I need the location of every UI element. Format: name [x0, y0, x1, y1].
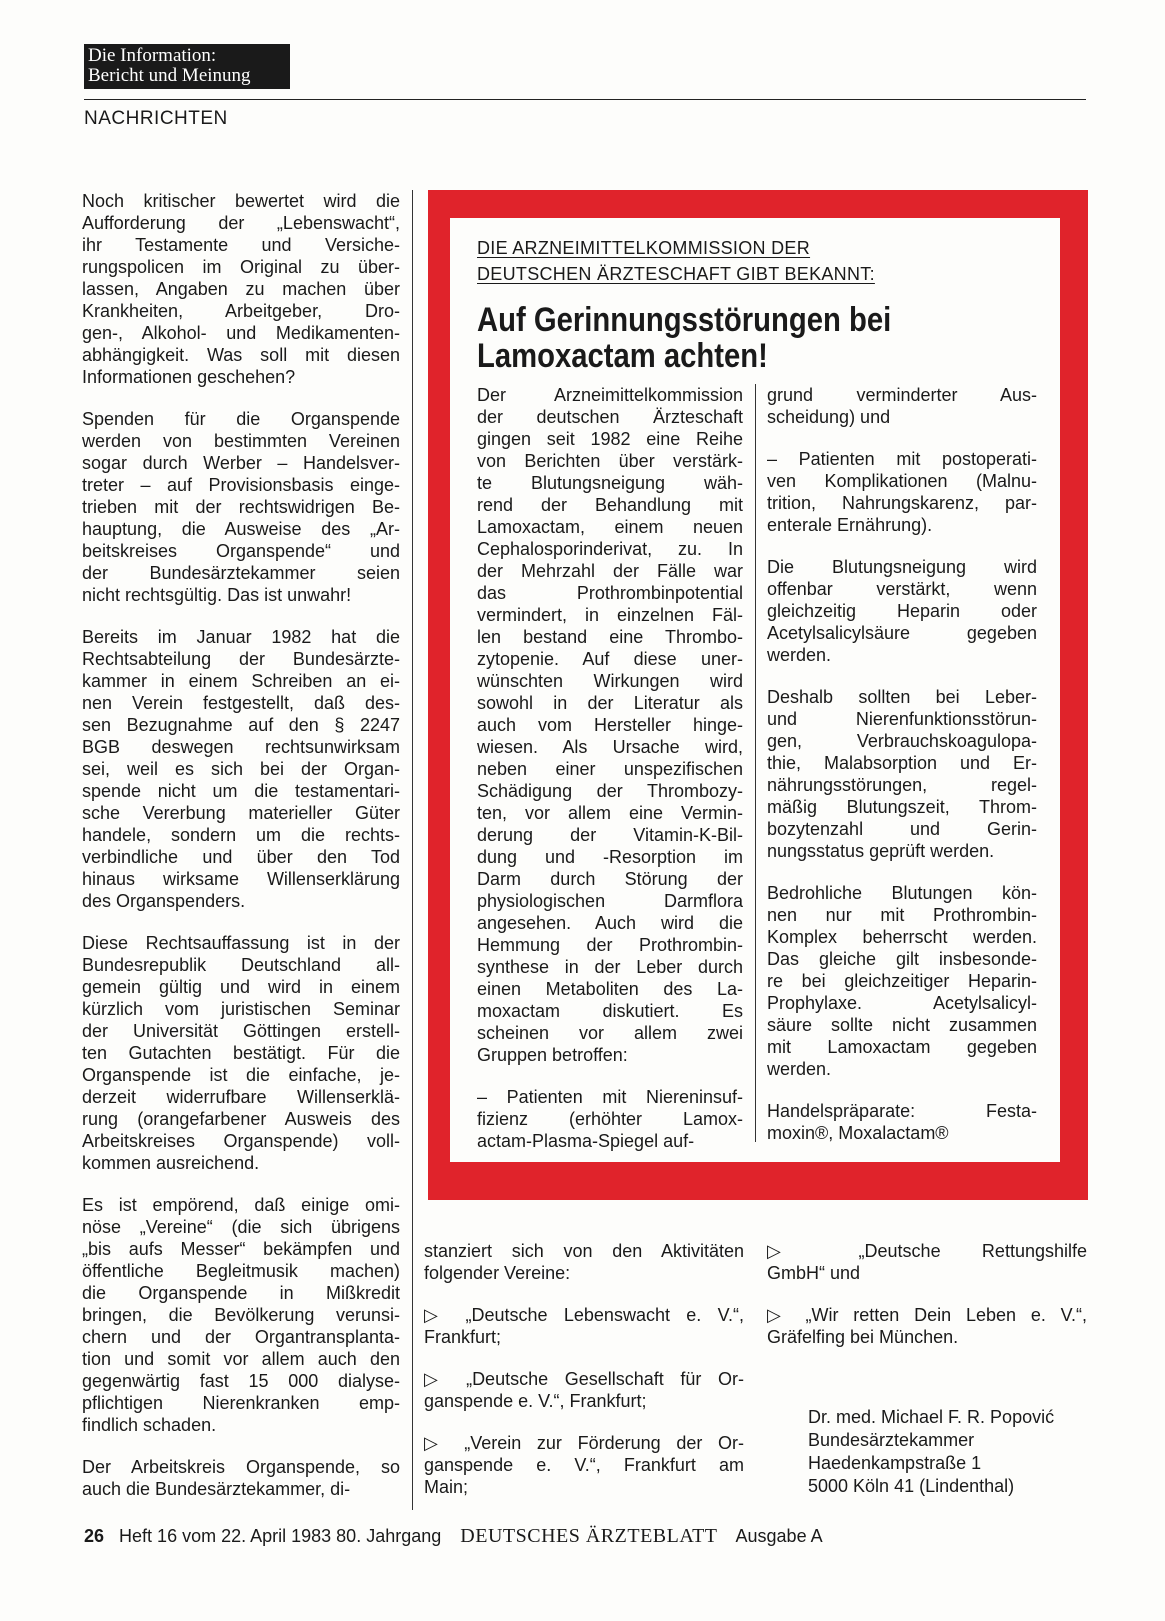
paragraph [477, 384, 743, 1066]
text-line: sche Vererbung materieller Güter [82, 803, 400, 823]
issue-info: Heft 16 vom 22. April 1983 80. Jahrgang [119, 1526, 442, 1546]
text-line: len bestand eine Thrombo- [477, 627, 743, 647]
text-line: offenbar verstärkt, wenn [767, 579, 1037, 599]
page-number: 26 [84, 1526, 105, 1546]
text-line: auch die Bundesärztekammer, di- [82, 1479, 351, 1499]
notice-headline-line1: Auf Gerinnungsstörungen bei [477, 301, 892, 339]
text-line: abhängigkeit. Was soll mit diesen [82, 345, 400, 365]
text-line: ganspende e. V.“, Frankfurt; [424, 1391, 647, 1411]
text-line: wünschten Wirkungen wird [477, 671, 743, 691]
text-line: ten, vor allem eine Vermin- [477, 803, 743, 823]
text-line: ▷ „Verein zur Förderung der Or- [424, 1433, 744, 1453]
text-line: Bundesrepublik Deutschland all- [82, 955, 400, 975]
text-line: hinaus wirksame Willenserklärung [82, 869, 400, 889]
paragraph [767, 384, 1037, 428]
text-line: – Patienten mit Niereninsuf- [477, 1087, 743, 1107]
text-line: Prophylaxe. Acetylsalicyl- [767, 993, 1037, 1013]
text-line: der deutschen Ärzteschaft [477, 407, 743, 427]
text-line: bringen, die Bevölkerung verunsi- [82, 1305, 400, 1325]
text-line: kürzlich vom juristischen Seminar [82, 999, 400, 1019]
text-line: auch vom Hersteller hinge- [477, 715, 743, 735]
notice-kicker-line1: DIE ARZNEIMITTELKOMMISSION DER [477, 238, 811, 258]
bottom-column-1 [424, 1240, 744, 1518]
text-line: einen Metaboliten des La- [477, 979, 743, 999]
text-line: bozytenzahl und Gerin- [767, 819, 1037, 839]
text-line: Handelspräparate: Festa- [767, 1101, 1037, 1121]
notice-kicker-line2: DEUTSCHEN ÄRZTESCHAFT GIBT BEKANNT: [477, 264, 875, 284]
text-line: verbindliche und über den Tod [82, 847, 400, 867]
notice-kicker [477, 235, 875, 287]
text-line: fizienz (erhöhter Lamox- [477, 1109, 743, 1129]
paragraph [767, 556, 1037, 666]
text-line: derzeit widerrufbare Willenserklä- [82, 1087, 400, 1107]
text-line: gleichzeitig Heparin oder [767, 601, 1037, 621]
text-line: Deshalb sollten bei Leber- [767, 687, 1037, 707]
paragraph [424, 1368, 744, 1412]
paragraph [82, 626, 400, 912]
text-line: scheinen vor allem zwei [477, 1023, 743, 1043]
text-line: Organspende ist die einfache, je- [82, 1065, 400, 1085]
text-line: Der Arzneimittelkommission [477, 385, 743, 405]
text-line: mäßig Blutungszeit, Throm- [767, 797, 1037, 817]
text-line: sogar durch Werber – Handelsver- [82, 453, 400, 473]
left-column [82, 190, 400, 1520]
paragraph [82, 408, 400, 606]
text-line: sen Bezugnahme auf den § 2247 [82, 715, 400, 735]
text-line: ▷ „Deutsche Gesellschaft für Or- [424, 1369, 744, 1389]
text-line: Informationen geschehen? [82, 367, 296, 387]
text-line: tion und somit vor allem auch den [82, 1349, 400, 1369]
signature-street: Haedenkampstraße 1 [808, 1453, 982, 1473]
text-line: zytopenie. Auf diese uner- [477, 649, 743, 669]
text-line: ganspende e. V.“, Frankfurt am [424, 1455, 744, 1475]
text-line: pflichtigen Nierenkranken emp- [82, 1393, 400, 1413]
text-line: Main; [424, 1477, 469, 1497]
text-line: gegenwärtig fast 15 000 dialyse- [82, 1371, 400, 1391]
text-line: ▷ „Wir retten Dein Leben e. V.“, [767, 1305, 1087, 1325]
header-label-line2: Bericht und Meinung [88, 65, 251, 86]
text-line: und Nierenfunktionsstörun- [767, 709, 1037, 729]
header-rule [84, 99, 1086, 100]
column-divider [412, 190, 413, 1510]
paragraph [767, 1240, 1087, 1284]
text-line: trition, Nahrungskarenz, par- [767, 493, 1037, 513]
text-line: GmbH“ und [767, 1263, 861, 1283]
text-line: werden von bestimmten Vereinen [82, 431, 400, 451]
paragraph [767, 448, 1037, 536]
text-line: gemein gültig und wird in einem [82, 977, 400, 997]
notice-headline [477, 302, 959, 374]
text-line: treter – auf Provisionsbasis einge- [82, 475, 400, 495]
text-line: stanziert sich von den Aktivitäten [424, 1241, 744, 1261]
text-line: Schädigung der Thrombozy- [477, 781, 743, 801]
text-line: hauptung, die Ausweise des „Ar- [82, 519, 400, 539]
text-line: – Patienten mit postoperati- [767, 449, 1037, 469]
text-line: spende nicht um die testamentari- [82, 781, 400, 801]
text-line: des Organspenders. [82, 891, 246, 911]
header-label-box [84, 44, 290, 89]
text-line: Aufforderung der „Lebenswacht“, [82, 213, 400, 233]
text-line: dung und -Resorption im [477, 847, 743, 867]
signature-city: 5000 Köln 41 (Lindenthal) [808, 1476, 1015, 1496]
text-line: rungspolicen im Original zu über- [82, 257, 400, 277]
text-line: Das gleiche gilt insbesonde- [767, 949, 1037, 969]
text-line: moxactam diskutiert. Es [477, 1001, 743, 1021]
text-line: „bis aufs Messer“ bekämpfen und [82, 1239, 400, 1259]
text-line: beitskreises Organspende“ und [82, 541, 400, 561]
text-line: ihr Testamente und Versiche- [82, 235, 400, 255]
text-line: thie, Malabsorption und Er- [767, 753, 1037, 773]
paragraph [82, 1456, 400, 1500]
text-line: scheidung) und [767, 407, 891, 427]
text-line: gen-, Alkohol- und Medikamenten- [82, 323, 400, 343]
text-line: nicht rechtsgültig. Das ist unwahr! [82, 585, 352, 605]
text-line: kammer in einem Schreiben an ei- [82, 671, 400, 691]
text-line: ▷ „Deutsche Lebenswacht e. V.“, [424, 1305, 744, 1325]
text-line: derung der Vitamin-K-Bil- [477, 825, 743, 845]
text-line: Hemmung der Prothrombin- [477, 935, 743, 955]
text-line: Der Arbeitskreis Organspende, so [82, 1457, 400, 1477]
paragraph [767, 686, 1037, 862]
text-line: nen nur mit Prothrombin- [767, 905, 1037, 925]
text-line: trieben mit der rechtswidrigen Be- [82, 497, 400, 517]
text-line: das Prothrombinpotential [477, 583, 743, 603]
edition: Ausgabe A [735, 1526, 823, 1546]
text-line: Krankheiten, Arbeitgeber, Dro- [82, 301, 400, 321]
paragraph [424, 1240, 744, 1284]
paragraph [477, 1086, 743, 1152]
text-line: enterale Ernährung). [767, 515, 933, 535]
text-line: Es ist empörend, daß einige omi- [82, 1195, 400, 1215]
text-line: nährungsstörungen, regel- [767, 775, 1037, 795]
paragraph [82, 1194, 400, 1436]
text-line: moxin®, Moxalactam® [767, 1123, 949, 1143]
text-line: der Bundesärztekammer seien [82, 563, 400, 583]
text-line: mit Lamoxactam gegeben [767, 1037, 1037, 1057]
notice-headline-line2: Lamoxactam achten! [477, 337, 768, 375]
text-line: neben einer unspezifischen [477, 759, 743, 779]
text-line: lassen, Angaben zu machen über [82, 279, 400, 299]
text-line: Rechtsabteilung der Bundesärzte- [82, 649, 400, 669]
text-line: chern und der Organtransplanta- [82, 1327, 400, 1347]
text-line: synthese in der Leber durch [477, 957, 743, 977]
text-line: werden. [767, 1059, 832, 1079]
text-line: Frankfurt; [424, 1327, 502, 1347]
text-line: ven Komplikationen (Malnu- [767, 471, 1037, 491]
bottom-column-2 [767, 1240, 1087, 1368]
text-line: säure sollte nicht zusammen [767, 1015, 1037, 1035]
text-line: Darm durch Störung der [477, 869, 743, 889]
text-line: Noch kritischer bewertet wird die [82, 191, 400, 211]
text-line: grund verminderter Aus- [767, 385, 1037, 405]
text-line: der Mehrzahl der Fälle war [477, 561, 743, 581]
paragraph [82, 932, 400, 1174]
text-line: ten Gutachten bestätigt. Für die [82, 1043, 400, 1063]
text-line: die Organspende in Mißkredit [82, 1283, 400, 1303]
text-line: Bedrohliche Blutungen kön- [767, 883, 1037, 903]
paragraph [82, 190, 400, 388]
paragraph [767, 1100, 1037, 1144]
text-line: von Berichten über verstärk- [477, 451, 743, 471]
text-line: nen Verein festgestellt, daß des- [82, 693, 400, 713]
text-line: der Universität Göttingen erstell- [82, 1021, 400, 1041]
text-line: Komplex beherrscht werden. [767, 927, 1037, 947]
notice-column-1 [477, 384, 743, 1172]
text-line: Diese Rechtsauffassung ist in der [82, 933, 400, 953]
text-line: findlich schaden. [82, 1415, 217, 1435]
section-title: NACHRICHTEN [84, 108, 228, 129]
paragraph [767, 882, 1037, 1080]
text-line: BGB deswegen rechtsunwirksam [82, 737, 400, 757]
text-line: sowohl in der Literatur als [477, 693, 743, 713]
signature-block [808, 1406, 1054, 1498]
text-line: ▷ „Deutsche Rettungshilfe [767, 1241, 1087, 1261]
text-line: te Blutungsneigung wäh- [477, 473, 743, 493]
text-line: re bei gleichzeitiger Heparin- [767, 971, 1037, 991]
text-line: werden. [767, 645, 832, 665]
text-line: folgender Vereine: [424, 1263, 571, 1283]
text-line: physiologischen Darmflora [477, 891, 743, 911]
header-label-line1: Die Information: [88, 45, 217, 66]
text-line: rung (orangefarbener Ausweis des [82, 1109, 400, 1129]
text-line: vermindert, in einzelnen Fäl- [477, 605, 743, 625]
text-line: angesehen. Auch wird die [477, 913, 743, 933]
text-line: Spenden für die Organspende [82, 409, 400, 429]
text-line: Gräfelfing bei München. [767, 1327, 959, 1347]
text-line: gen, Verbrauchskoagulopa- [767, 731, 1037, 751]
notice-column-divider [755, 384, 756, 1142]
text-line: Bereits im Januar 1982 hat die [82, 627, 400, 647]
paragraph [424, 1304, 744, 1348]
text-line: rend der Behandlung mit [477, 495, 743, 515]
text-line: sei, weil es sich bei der Organ- [82, 759, 400, 779]
text-line: nöse „Vereine“ (die sich übrigens [82, 1217, 400, 1237]
text-line: wiesen. Als Ursache wird, [477, 737, 743, 757]
text-line: öffentliche Begleitmusik machen) [82, 1261, 400, 1281]
text-line: nungsstatus geprüft werden. [767, 841, 995, 861]
text-line: Acetylsalicylsäure gegeben [767, 623, 1037, 643]
text-line: Lamoxactam, einem neuen [477, 517, 743, 537]
signature-org: Bundesärztekammer [808, 1430, 975, 1450]
signature-name: Dr. med. Michael F. R. Popović [808, 1407, 1055, 1427]
text-line: gingen seit 1982 eine Reihe [477, 429, 743, 449]
text-line: handele, sondern um die rechts- [82, 825, 400, 845]
text-line: Arbeitskreises Organspende) voll- [82, 1131, 400, 1151]
paragraph [767, 1304, 1087, 1348]
text-line: actam-Plasma-Spiegel auf- [477, 1131, 695, 1151]
page-footer [84, 1525, 823, 1548]
text-line: Die Blutungsneigung wird [767, 557, 1037, 577]
notice-column-2 [767, 384, 1037, 1164]
journal-name: DEUTSCHES ÄRZTEBLATT [460, 1525, 718, 1547]
paragraph [424, 1432, 744, 1498]
text-line: Gruppen betroffen: [477, 1045, 628, 1065]
text-line: kommen ausreichend. [82, 1153, 260, 1173]
text-line: Cephalosporinderivat, zu. In [477, 539, 743, 559]
